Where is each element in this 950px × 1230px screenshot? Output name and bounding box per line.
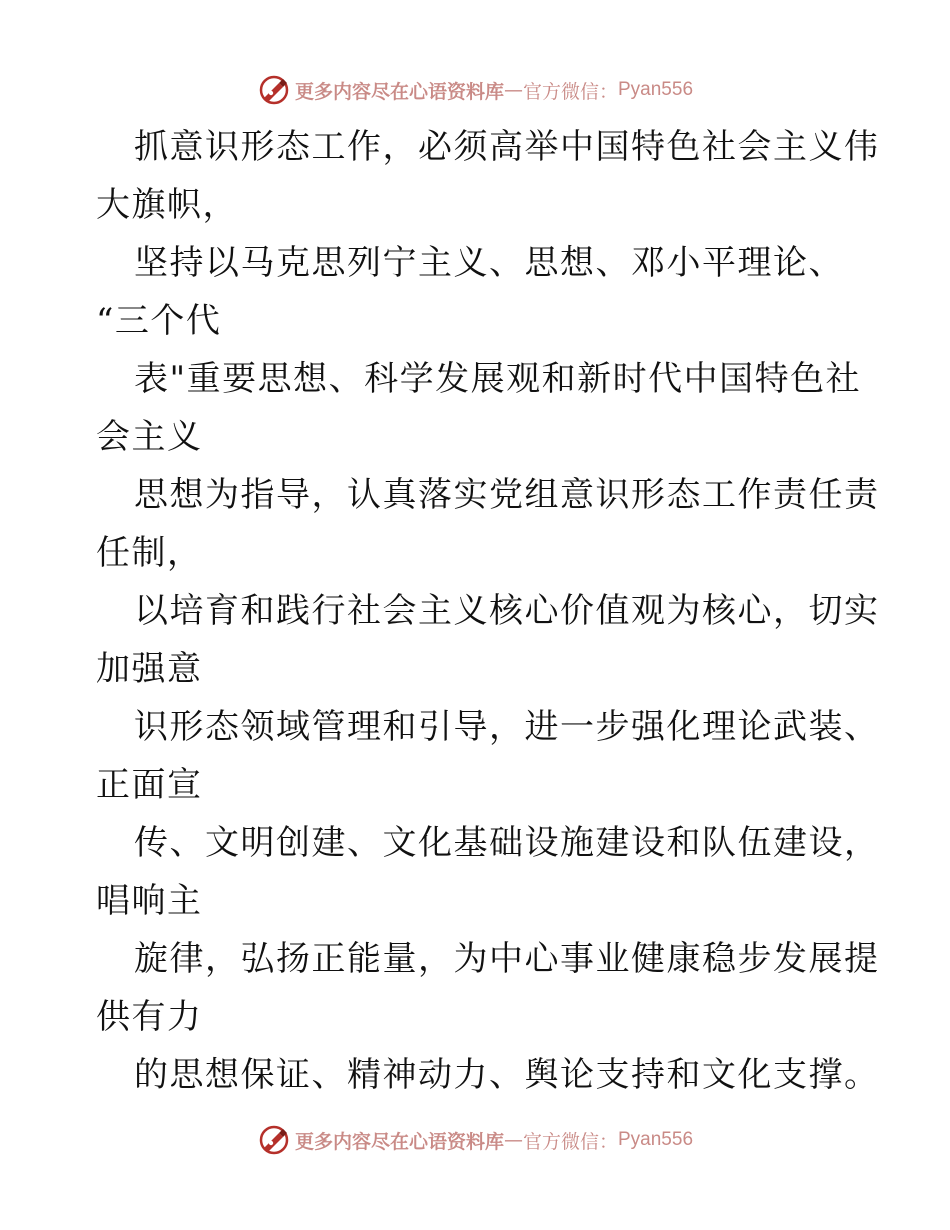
text-line: 正面宣 [96,765,203,805]
text-line: 加强意 [96,649,203,689]
text-line: 的思想保证、精神动力、舆论支持和文化支撑。 [134,1055,880,1095]
text-line: 会主义 [96,417,203,457]
banner-separator: — [503,79,523,101]
text-line: 表"重要思想、科学发展观和新时代中国特色社 [134,359,862,399]
text-line: 抓意识形态工作，必须高举中国特色社会主义伟 [134,127,880,167]
text-line: 任制， [96,533,203,573]
footer-banner [0,1120,950,1160]
text-line: “三个代 [96,301,222,341]
text-line: 坚持以马克思列宁主义、思想、邓小平理论、 [134,243,844,283]
text-line: 传、文明创建、文化基础设施建设和队伍建设， [134,823,880,863]
banner-separator: — [503,1129,523,1151]
text-line: 以培育和践行社会主义核心价值观为核心，切实 [134,591,880,631]
text-line: 供有力 [96,997,203,1037]
text-line: 旋律，弘扬正能量，为中心事业健康稳步发展提 [134,939,880,979]
wechat-label: 官方微信： [522,1130,618,1153]
document-body [96,118,880,1104]
header-banner [0,70,950,110]
text-line: 识形态领域管理和引导，进一步强化理论武装、 [134,707,880,747]
wechat-id: Pyan556 [618,79,694,100]
wechat-id: Pyan556 [618,1129,694,1150]
wechat-label: 官方微信： [522,80,618,103]
banner-text: 更多内容尽在心语资料库 [294,80,504,103]
banner-text: 更多内容尽在心语资料库 [294,1130,504,1153]
text-line: 唱响主 [96,881,203,921]
pen-logo-icon [257,1123,291,1157]
text-line: 思想为指导，认真落实党组意识形态工作责任责 [134,475,880,515]
pen-logo-icon [257,73,291,107]
text-line: 大旗帜， [96,185,238,225]
